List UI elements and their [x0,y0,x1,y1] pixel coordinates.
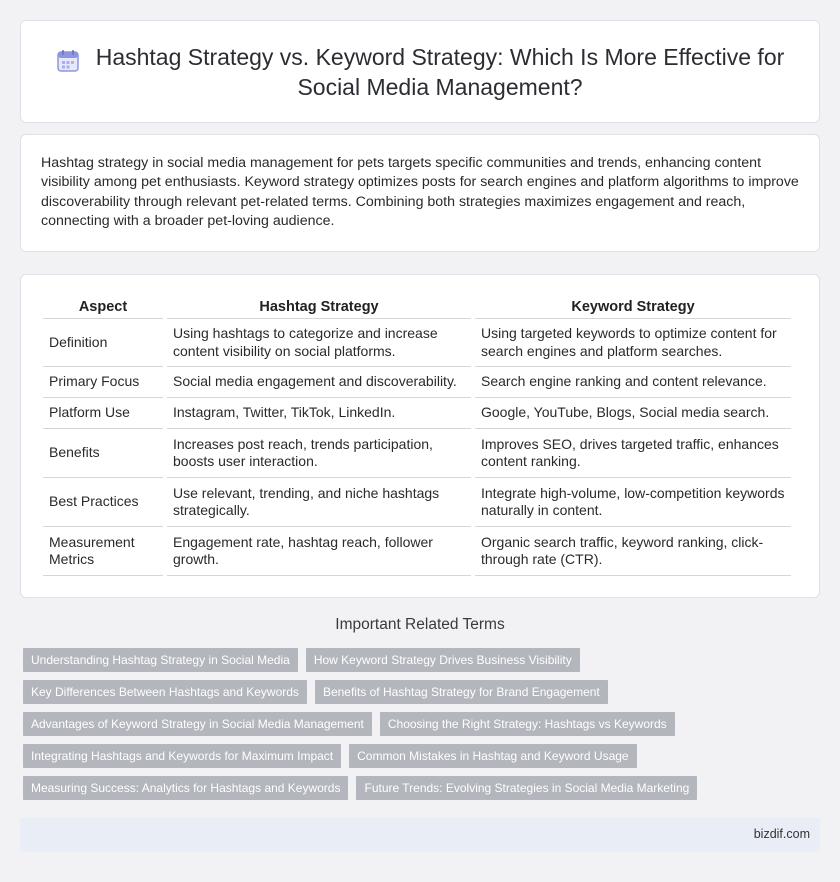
header-keyword: Keyword Strategy [475,295,791,319]
title-card [20,20,820,123]
page-title: Hashtag Strategy vs. Keyword Strategy: Which Is More Effective for Social Media Management? [95,43,785,100]
intro-card [20,134,820,252]
related-tag[interactable]: Common Mistakes in Hashtag and Keyword Usage [349,744,636,768]
related-tag[interactable]: Measuring Success: Analytics for Hashtags and Keywords [23,776,348,800]
tag-row [20,648,820,672]
cell-aspect: Platform Use [43,398,163,429]
calendar-icon [55,48,81,74]
related-tag[interactable]: Understanding Hashtag Strategy in Social Media [23,648,298,672]
cell-aspect: Benefits [43,429,163,478]
footer-site-link[interactable]: bizdif.com [753,827,810,841]
related-tag[interactable]: Key Differences Between Hashtags and Keywords [23,680,307,704]
cell-keyword: Integrate high-volume, low-competition keywords naturally in content. [475,478,791,527]
comparison-table [39,295,795,576]
tag-row [20,744,820,768]
cell-aspect: Definition [43,319,163,367]
cell-aspect: Primary Focus [43,367,163,398]
header-hashtag: Hashtag Strategy [167,295,471,319]
cell-hashtag: Instagram, Twitter, TikTok, LinkedIn. [167,398,471,429]
intro-text: Hashtag strategy in social media management for pets targets specific communities and trends, enhancing content visibility among pet enthusiasts. Keyword strategy optimizes posts for search engines and platform algorithms to improve discoverability through relevant pet-related terms. Combining both strategies maximizes engagement and reach, connecting with a broader pet-loving audience. [41,155,799,230]
cell-aspect: Measurement Metrics [43,527,163,576]
cell-hashtag: Use relevant, trending, and niche hashtags strategically. [167,478,471,527]
tag-row [20,680,820,704]
related-tag[interactable]: Advantages of Keyword Strategy in Social Media Management [23,712,372,736]
related-tag[interactable]: Choosing the Right Strategy: Hashtags vs Keywords [380,712,675,736]
related-tag[interactable]: Future Trends: Evolving Strategies in Social Media Marketing [356,776,697,800]
related-terms-heading: Important Related Terms [335,616,505,633]
cell-keyword: Organic search traffic, keyword ranking, click-through rate (CTR). [475,527,791,576]
cell-hashtag: Engagement rate, hashtag reach, follower growth. [167,527,471,576]
cell-hashtag: Increases post reach, trends participation, boosts user interaction. [167,429,471,478]
table-header-row [43,295,791,319]
cell-keyword: Improves SEO, drives targeted traffic, enhances content ranking. [475,429,791,478]
table-row [43,367,791,398]
table-row [43,478,791,527]
cell-hashtag: Using hashtags to categorize and increase content visibility on social platforms. [167,319,471,367]
tag-row [20,776,820,800]
cell-hashtag: Social media engagement and discoverability. [167,367,471,398]
related-tag[interactable]: Benefits of Hashtag Strategy for Brand Engagement [315,680,608,704]
table-row [43,398,791,429]
table-row [43,429,791,478]
cell-keyword: Using targeted keywords to optimize content for search engines and platform searches. [475,319,791,367]
related-tag[interactable]: Integrating Hashtags and Keywords for Maximum Impact [23,744,341,768]
footer [20,818,820,852]
cell-keyword: Google, YouTube, Blogs, Social media search. [475,398,791,429]
table-row [43,527,791,576]
related-terms-section [20,616,820,808]
tag-row [20,712,820,736]
table-row [43,319,791,367]
related-tag[interactable]: How Keyword Strategy Drives Business Visibility [306,648,580,672]
comparison-card [20,274,820,598]
cell-aspect: Best Practices [43,478,163,527]
cell-keyword: Search engine ranking and content relevance. [475,367,791,398]
header-aspect: Aspect [43,295,163,319]
